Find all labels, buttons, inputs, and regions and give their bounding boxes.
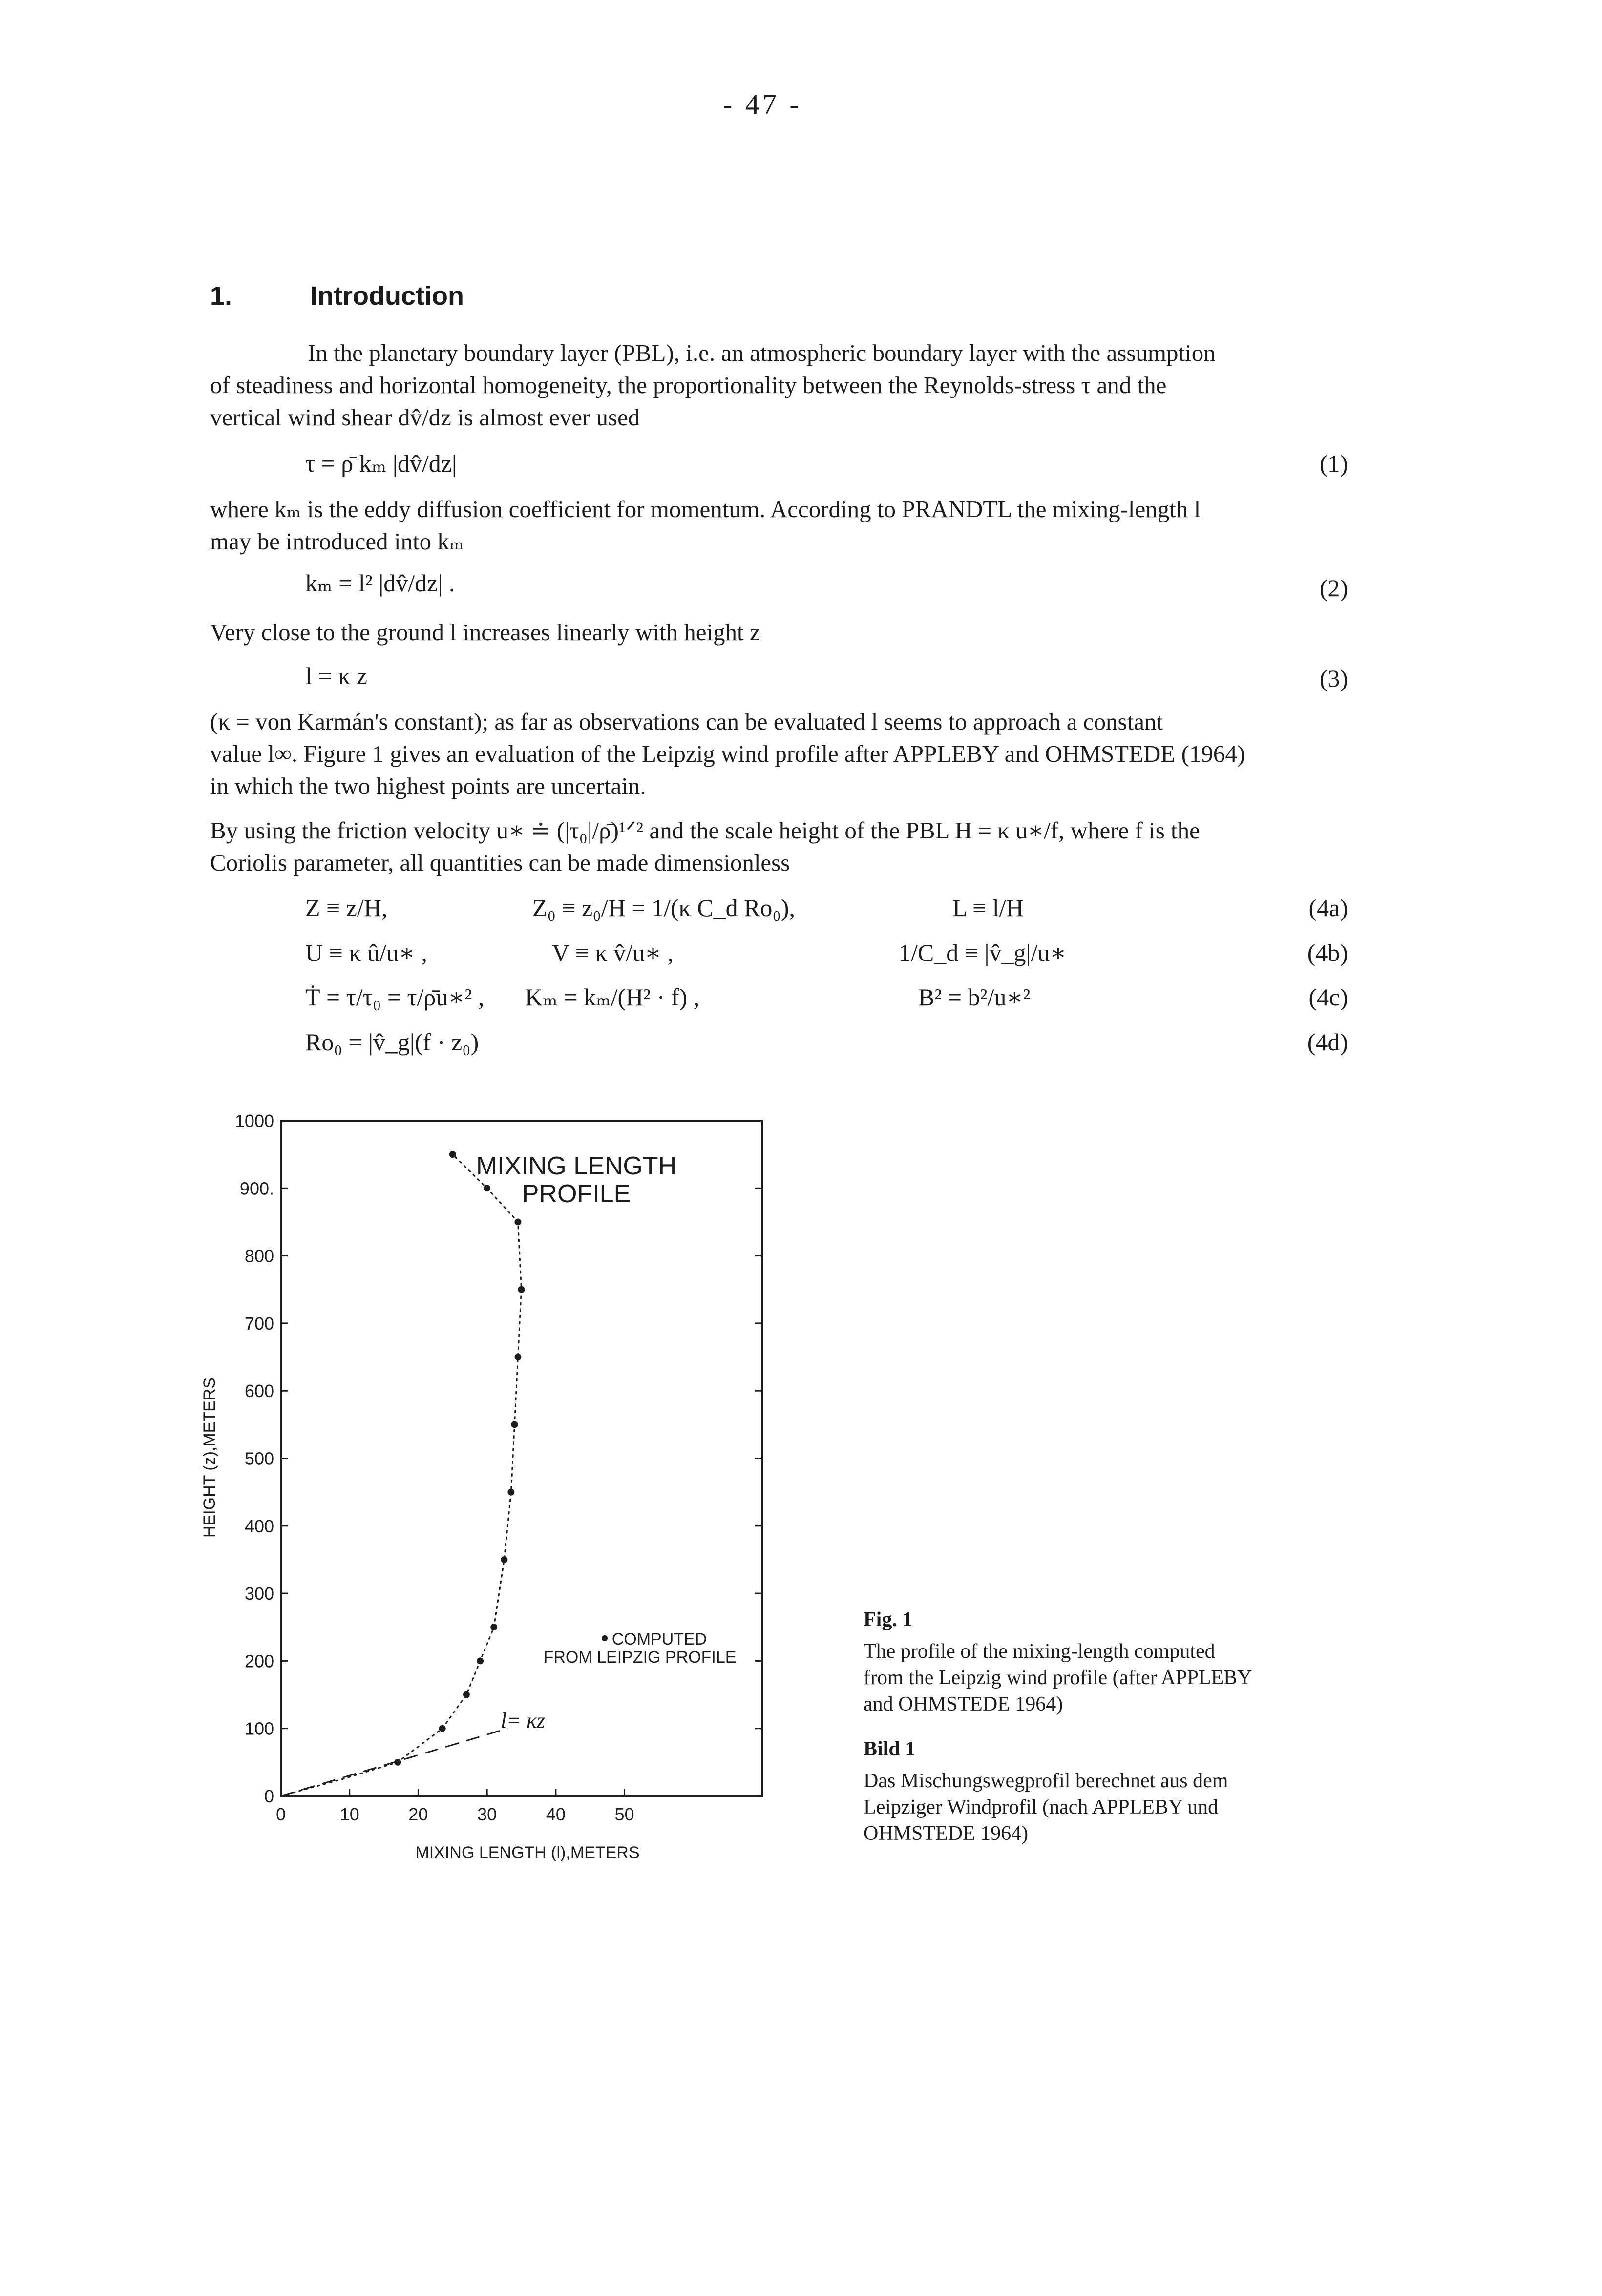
page-number: - 47 - — [723, 88, 802, 120]
legend-label-line-2: FROM LEIPZIG PROFILE — [543, 1648, 737, 1667]
equation-4b-col2: V ≡ κ v̂/u∗ , — [552, 939, 674, 966]
equation-4a-col3: L ≡ l/H — [952, 894, 1024, 921]
caption-line: The profile of the mixing-length computed — [864, 1640, 1215, 1663]
equation-4c-col1: Ṫ = τ/τ₀ = τ/ρ̄u∗² , — [305, 983, 485, 1011]
equation-3: l = κ z — [305, 662, 367, 689]
y-axis-label: HEIGHT (z),METERS — [200, 1377, 219, 1538]
kappa-z-line — [281, 1729, 507, 1796]
caption-line: Das Mischungswegprofil berechnet aus dem — [864, 1770, 1228, 1792]
paragraph-line: Coriolis parameter, all quantities can be made dimensionless — [210, 849, 790, 876]
data-point — [484, 1185, 490, 1191]
annotation-kappa-z: l= κz — [501, 1709, 546, 1732]
y-tick-label: 800 — [244, 1246, 274, 1266]
y-tick-label: 500 — [244, 1448, 274, 1469]
legend-label-line-1: COMPUTED — [611, 1630, 707, 1649]
equation-3-number: (3) — [1319, 665, 1348, 692]
data-point — [507, 1489, 514, 1496]
y-tick-label: 100 — [244, 1718, 274, 1739]
y-tick-label: 600 — [244, 1381, 274, 1401]
y-tick-label: 200 — [244, 1651, 274, 1671]
paragraph-line: of steadiness and horizontal homogeneity, the proportionality between the Reynolds-stress τ and the — [210, 372, 1167, 398]
x-tick-label: 30 — [477, 1804, 497, 1824]
equation-4b-number: (4b) — [1307, 939, 1348, 966]
paragraph-line: By using the friction velocity u∗ ≐ (|τ₀|/ρ̄)¹ᐟ² and the scale height of the PBL H = κ u∗/f, where f is the — [210, 817, 1200, 844]
data-point — [490, 1624, 497, 1630]
mixing-length-chart — [171, 1104, 821, 1865]
y-tick-label: 900. — [239, 1178, 274, 1199]
data-point — [514, 1354, 521, 1360]
x-tick-label: 0 — [275, 1804, 286, 1824]
data-point — [518, 1286, 525, 1293]
data-point — [477, 1657, 484, 1664]
equation-4c-col3: B² = b²/u∗² — [918, 983, 1031, 1011]
profile-curve — [281, 1154, 522, 1796]
paragraph-line: (κ = von Karmán's constant); as far as observations can be evaluated l seems to approach a constant — [210, 708, 1163, 735]
equation-4a-col2: Z₀ ≡ z₀/H = 1/(κ C_d Ro₀), — [532, 894, 796, 921]
x-tick-label: 50 — [614, 1804, 634, 1824]
data-point — [501, 1556, 507, 1563]
section-number: 1. — [210, 281, 232, 311]
y-tick-label: 700 — [244, 1313, 274, 1334]
chart-title-line-2: PROFILE — [522, 1180, 631, 1208]
equation-2-number: (2) — [1319, 574, 1348, 602]
equation-2: kₘ = l² |dv̂/dz| . — [305, 569, 455, 597]
figure-caption-de — [864, 1768, 1352, 1847]
equation-4c-col2: Kₘ = kₘ/(H² · f) , — [525, 983, 700, 1011]
data-point — [463, 1691, 470, 1698]
chart-title-line-1: MIXING LENGTH — [476, 1152, 677, 1180]
y-tick-label: 0 — [264, 1786, 274, 1806]
figure-label-en: Fig. 1 — [864, 1608, 913, 1631]
y-tick-label: 300 — [244, 1584, 274, 1604]
data-point — [511, 1421, 518, 1428]
x-tick-label: 20 — [408, 1804, 428, 1824]
caption-line: from the Leipzig wind profile (after APPLEBY — [864, 1667, 1252, 1689]
equation-4a-col1: Z ≡ z/H, — [305, 894, 388, 921]
data-point — [439, 1725, 446, 1732]
equation-4d-number: (4d) — [1307, 1028, 1348, 1056]
equation-4b-col3: 1/C_d ≡ |v̂_g|/u∗ — [899, 939, 1067, 966]
legend-marker — [602, 1635, 608, 1641]
x-tick-label: 10 — [339, 1804, 359, 1824]
data-point — [514, 1218, 521, 1225]
paragraph-line: value l∞. Figure 1 gives an evaluation of the Leipzig wind profile after APPLEBY and OHMSTEDE (1964) — [210, 740, 1245, 767]
y-tick-label: 1000 — [234, 1111, 274, 1131]
data-point — [449, 1151, 456, 1158]
paragraph-karman — [210, 706, 1402, 802]
paragraph-line: in which the two highest points are uncertain. — [210, 772, 646, 799]
equation-4c-number: (4c) — [1308, 983, 1348, 1011]
paragraph-line: where kₘ is the eddy diffusion coefficient for momentum. According to PRANDTL the mixing-length l — [210, 496, 1201, 522]
x-axis-label: MIXING LENGTH (l),METERS — [415, 1843, 640, 1862]
paragraph-line: In the planetary boundary layer (PBL), i.e. an atmospheric boundary layer with the assumption — [308, 339, 1216, 366]
y-tick-label: 400 — [244, 1516, 274, 1536]
paragraph-intro — [210, 337, 1392, 434]
equation-4a-number: (4a) — [1308, 894, 1348, 921]
plot-frame — [281, 1121, 762, 1796]
paragraph-line: may be introduced into kₘ — [210, 528, 464, 555]
section-title: Introduction — [310, 281, 464, 311]
caption-line: Leipziger Windprofil (nach APPLEBY und — [864, 1796, 1219, 1818]
figure-caption-en — [864, 1638, 1352, 1717]
caption-line: and OHMSTEDE 1964) — [864, 1693, 1063, 1715]
equation-1-number: (1) — [1319, 450, 1348, 477]
equation-4b-col1: U ≡ κ û/u∗ , — [305, 939, 427, 966]
paragraph-prandtl — [210, 493, 1392, 558]
paragraph-ground — [210, 616, 1392, 648]
equation-4d-col1: Ro₀ = |v̂_g|(f · z₀) — [305, 1028, 479, 1056]
paragraph-line: Very close to the ground l increases linearly with height z — [210, 619, 760, 646]
caption-line: OHMSTEDE 1964) — [864, 1822, 1029, 1845]
paragraph-friction — [210, 814, 1402, 879]
paragraph-line: vertical wind shear dv̂/dz is almost ever used — [210, 404, 640, 431]
equation-1: τ = ρ̄ kₘ |dv̂/dz| — [305, 450, 457, 477]
figure-label-de: Bild 1 — [864, 1738, 916, 1760]
x-tick-label: 40 — [546, 1804, 566, 1824]
